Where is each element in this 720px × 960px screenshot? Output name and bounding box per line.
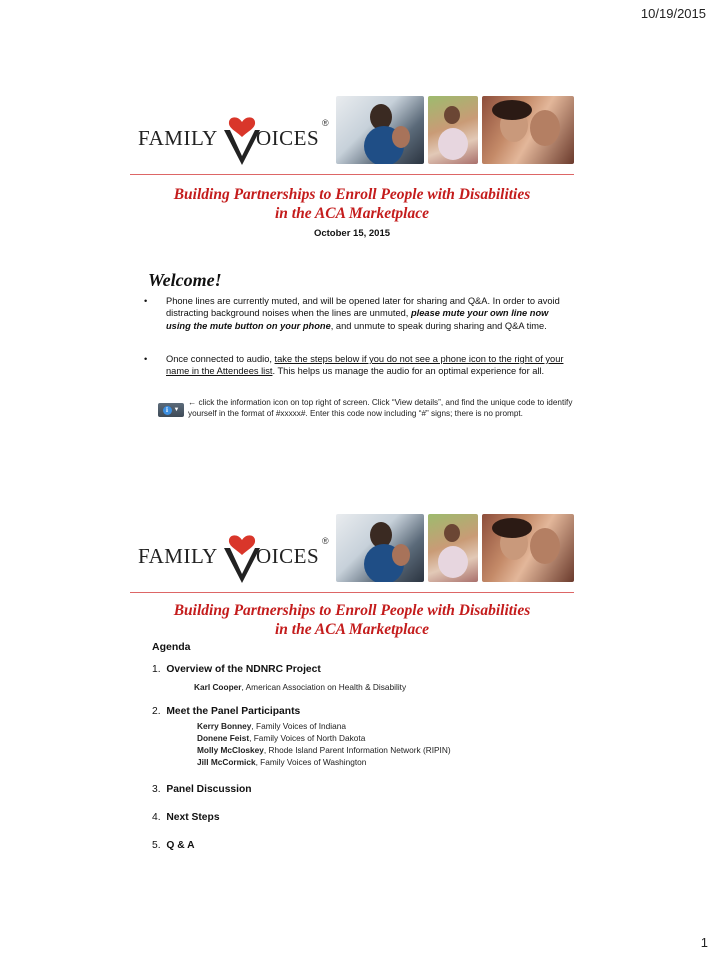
information-icon: i [163, 406, 172, 415]
family-voices-logo [138, 522, 330, 582]
agenda-item: 2. Meet the Panel Participants [152, 706, 301, 717]
photo-mother-daughter [482, 96, 574, 164]
title-line-2: in the ACA Marketplace [274, 621, 429, 638]
slide-agenda [130, 510, 574, 900]
title-divider [130, 174, 574, 175]
title-line-1: Building Partnerships to Enroll People with Disabilities [173, 602, 531, 619]
agenda-item: 3. Panel Discussion [152, 784, 252, 795]
slide-title [130, 185, 574, 223]
photo-mother-daughter [482, 514, 574, 582]
slide-title [130, 601, 574, 639]
logo-text-family: FAMILY [138, 126, 218, 150]
title-line-1: Building Partnerships to Enroll People with Disabilities [173, 186, 531, 203]
caret-down-icon: ▼ [173, 407, 180, 413]
slide-welcome [130, 92, 574, 442]
info-button [158, 403, 184, 417]
photo-mother-child-doctor [336, 96, 424, 164]
bullet-dot: • [144, 296, 148, 306]
registered-mark: ® [322, 118, 329, 128]
family-voices-logo [138, 104, 330, 164]
photo-father-daughter [428, 514, 478, 582]
logo-text-oices: OICES [256, 544, 320, 568]
bullet-text: Once connected to audio, take the steps below if you do not see a phone icon to the right of your name in the Attendees list. This helps us manage the audio for an optimal experience for all. [166, 354, 564, 377]
info-instructions [156, 397, 574, 433]
agenda-subitem: Karl Cooper, American Association on Health & Disability [194, 682, 407, 692]
slide-header [130, 510, 574, 586]
agenda-heading: Agenda [152, 641, 191, 653]
panelist: Kerry Bonney, Family Voices of Indiana [197, 721, 346, 731]
bullet-dot: • [144, 354, 148, 364]
registered-mark: ® [322, 536, 329, 546]
page-date: 10/19/2015 [640, 6, 706, 21]
bullet-mute-instructions [144, 295, 564, 332]
page-number: 1 [700, 935, 708, 950]
panelist: Jill McCormick, Family Voices of Washington [197, 757, 367, 767]
slide-header [130, 92, 574, 168]
info-text: ← click the information icon on top right of screen. Click “View details”, and find the unique code to identify yourself in the format of #xxxxx#. Enter this code now including “#” signs; there is no prompt. [188, 398, 573, 418]
title-divider [130, 592, 574, 593]
photo-father-daughter [428, 96, 478, 164]
panelist: Donene Feist, Family Voices of North Dakota [197, 733, 366, 743]
photo-mother-child-doctor [336, 514, 424, 582]
bullet-text: Phone lines are currently muted, and will be opened later for sharing and Q&A. In order to avoid distracting background noises when the lines are unmuted, please mute your own line now using the mute button on your phone, and unmute to speak during sharing and Q&A time. [166, 296, 560, 331]
logo-text-oices: OICES [256, 126, 320, 150]
presentation-date: October 15, 2015 [313, 228, 391, 239]
agenda-item: 1. Overview of the NDNRC Project [152, 664, 321, 675]
bullet-audio-instructions [144, 353, 564, 378]
welcome-heading: Welcome! [148, 270, 222, 290]
title-line-2: in the ACA Marketplace [274, 205, 429, 222]
logo-text-family: FAMILY [138, 544, 218, 568]
panelist: Molly McCloskey, Rhode Island Parent Information Network (RIPIN) [197, 745, 451, 755]
agenda-item: 5. Q & A [152, 840, 195, 851]
agenda-item: 4. Next Steps [152, 812, 220, 823]
